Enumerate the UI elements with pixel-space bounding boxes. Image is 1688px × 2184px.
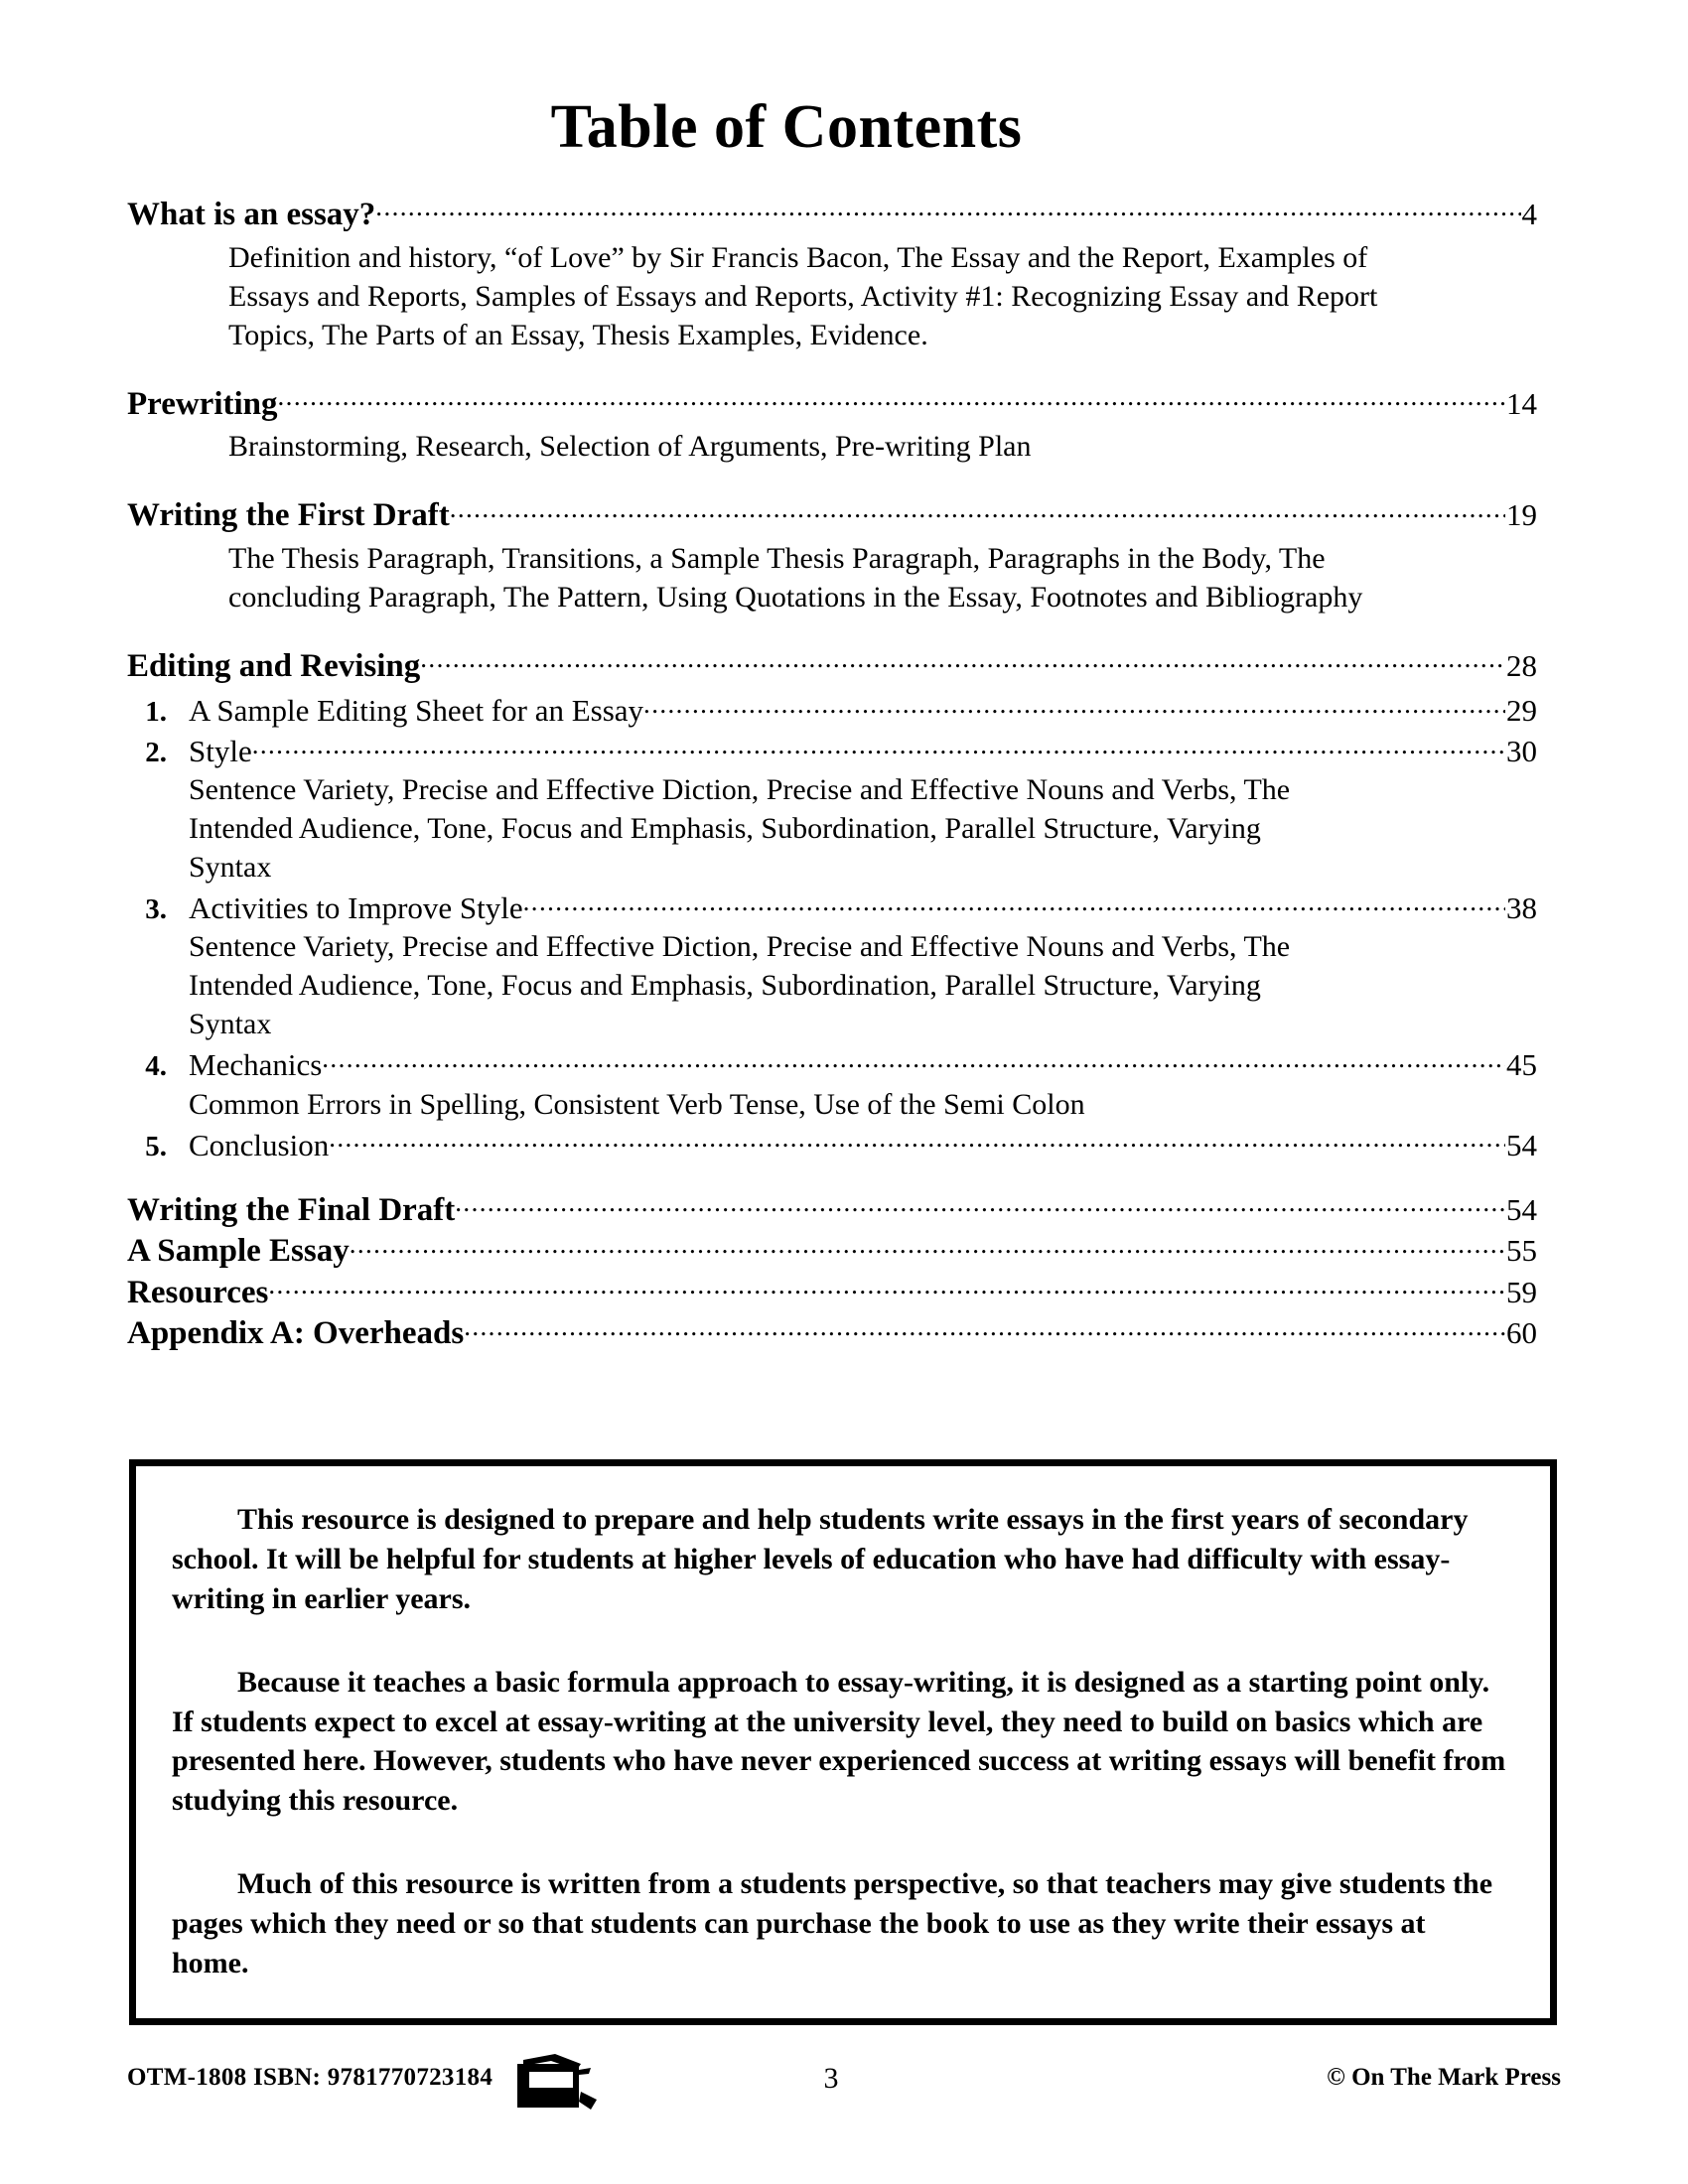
toc-tail-entries [127,1190,1537,1355]
toc-subitem-number: 1. [145,696,167,729]
toc-subitem[interactable] [127,1045,1537,1123]
toc-entry-page: 60 [1506,1315,1537,1351]
toc-entry-page: 14 [1506,385,1537,421]
toc-entry-description [228,238,1425,354]
toc-subitem[interactable] [127,888,1537,1043]
toc-entry-group [127,495,1537,616]
toc-subitem-page: 30 [1506,734,1537,769]
toc-entry-group [127,1273,1537,1314]
toc-entry-group [127,1190,1537,1232]
toc-entry-title: Writing the First Draft [127,497,450,534]
toc-entry[interactable] [189,691,1537,730]
toc-entry-group [127,1231,1537,1273]
note-paragraph: Much of this resource is written from a students perspective, so that teachers may give students the pages which they need or so that students can purchase the book to use as they write their essays at home. [172,1867,1493,1980]
toc-entry[interactable] [189,888,1537,927]
dot-leader [464,1327,1505,1343]
toc-subitem-description [189,770,1311,887]
toc-entry[interactable] [127,384,1537,426]
toc-subitem-number: 5. [145,1130,167,1162]
toc-entry[interactable] [127,646,1537,688]
toc-entry[interactable] [127,1231,1537,1273]
toc-entry-title: Editing and Revising [127,647,421,684]
toc-entry[interactable] [189,732,1537,770]
note-paragraph: This resource is designed to prepare and help students write essays in the first years of secondary school. It will be helpful for students at higher levels of education who have had difficulty with essay-writing in earlier years. [172,1503,1469,1615]
dot-leader [278,398,1505,414]
toc-subitem-page: 45 [1506,1047,1537,1083]
toc-subitem-title: Activities to Improve Style [189,890,523,926]
toc-entry-page: 59 [1506,1274,1537,1309]
resource-note-text [136,1466,1550,2003]
toc-subitem-body [189,888,1537,1043]
toc-entry-title: Prewriting [127,385,278,422]
toc-subitem-number: 4. [145,1050,167,1083]
dot-leader [455,1204,1505,1220]
dot-leader [268,1287,1505,1302]
toc-entry[interactable] [127,495,1537,537]
toc-description-text: Brainstorming, Research, Selection of Arguments, Pre-writing Plan [228,430,1032,464]
toc-subitem[interactable] [127,691,1537,730]
toc-description-text: Definition and history, “of Love” by Sir Francis Bacon, The Essay and the Report, Examples of Essays and Reports, Samples of Essays and Reports, Activity #1: Recognizing Essay and Report Topics, The Parts of an Essay, Thesis Examples, Evidence. [228,240,1378,351]
toc-subitem-number: 3. [145,893,167,926]
page-title: Table of Contents [550,93,1023,161]
toc-description-text: Common Errors in Spelling, Consistent Verb Tense, Use of the Semi Colon [189,1087,1085,1121]
toc-entry-page: 4 [1521,197,1537,231]
table-of-contents [127,195,1537,1355]
toc-entry-group [127,1313,1537,1355]
toc-subitem-body [189,1045,1537,1123]
dot-leader [375,208,1520,224]
toc-entry-group [127,646,1537,1164]
toc-subitem[interactable] [127,1126,1537,1164]
toc-entry-page: 28 [1506,647,1537,683]
toc-entry-page: 54 [1506,1191,1537,1227]
toc-entry[interactable] [189,1126,1537,1164]
dot-leader [350,1245,1505,1261]
toc-entry-description [228,427,1425,466]
toc-entry[interactable] [127,195,1537,236]
toc-sublist [127,691,1537,1163]
footer-page-number: 3 [823,2062,839,2095]
toc-subitem-title: Style [189,734,252,769]
toc-subitem-page: 29 [1506,693,1537,729]
toc-entry-title: What is an essay? [127,197,376,232]
toc-subitem-body [189,1126,1537,1164]
toc-entry-description [228,539,1425,616]
toc-entry[interactable] [127,1273,1537,1314]
footer-isbn: OTM-1808 ISBN: 9781770723184 [127,2064,493,2091]
dot-leader [329,1140,1505,1156]
toc-entry-title: Appendix A: Overheads [127,1315,465,1352]
dot-leader [450,509,1505,525]
toc-entry-group [127,195,1537,354]
toc-subitem-page: 38 [1506,890,1537,926]
toc-subitem-description [189,927,1311,1043]
toc-subitem-number: 2. [145,737,167,769]
toc-subitem-body [189,691,1537,730]
resource-note-box [129,1459,1557,2025]
toc-entry-page: 55 [1506,1233,1537,1269]
toc-subitem-title: A Sample Editing Sheet for an Essay [189,693,644,729]
page-footer [0,2050,1688,2119]
footer-copyright: © On The Mark Press [1327,2064,1561,2091]
toc-subitem-body [189,732,1537,887]
dot-leader [252,746,1505,761]
toc-description-text: Sentence Variety, Precise and Effective Diction, Precise and Effective Nouns and Verbs, The Intended Audience, Tone, Focus and Emphasis, Subordination, Parallel Structure, Varying Syntax [189,773,1291,885]
note-paragraph: Because it teaches a basic formula approach to essay-writing, it is designed as a starting point only. If students expect to excel at essay-writing at the university level, they need to build on basics which are presented here. However, students who have never experienced success at writing essays will benefit from studying this resource. [172,1665,1506,1818]
toc-entry[interactable] [189,1045,1537,1084]
toc-entry-title: Resources [127,1274,269,1310]
dot-leader [420,660,1505,676]
dot-leader [322,1059,1505,1075]
toc-entry-title: Writing the Final Draft [127,1191,456,1228]
toc-description-text: Sentence Variety, Precise and Effective Diction, Precise and Effective Nouns and Verbs, The Intended Audience, Tone, Focus and Emphasis, Subordination, Parallel Structure, Varying Syntax [189,930,1291,1041]
dot-leader [523,902,1505,918]
toc-subitem-page: 54 [1506,1127,1537,1162]
toc-description-text: The Thesis Paragraph, Transitions, a Sample Thesis Paragraph, Paragraphs in the Body, The concluding Paragraph, The Pattern, Using Quotations in the Essay, Footnotes and Bibliography [228,541,1363,614]
toc-entry[interactable] [127,1190,1537,1232]
toc-entry-page: 19 [1506,497,1537,533]
toc-entry[interactable] [127,1313,1537,1355]
dot-leader [643,705,1505,721]
toc-subitem-title: Mechanics [189,1047,323,1083]
toc-entry-group [127,384,1537,467]
toc-subitem-description [189,1085,1311,1124]
toc-entry-title: A Sample Essay [127,1233,350,1270]
toc-subitem-title: Conclusion [189,1127,330,1162]
toc-subitem[interactable] [127,732,1537,887]
